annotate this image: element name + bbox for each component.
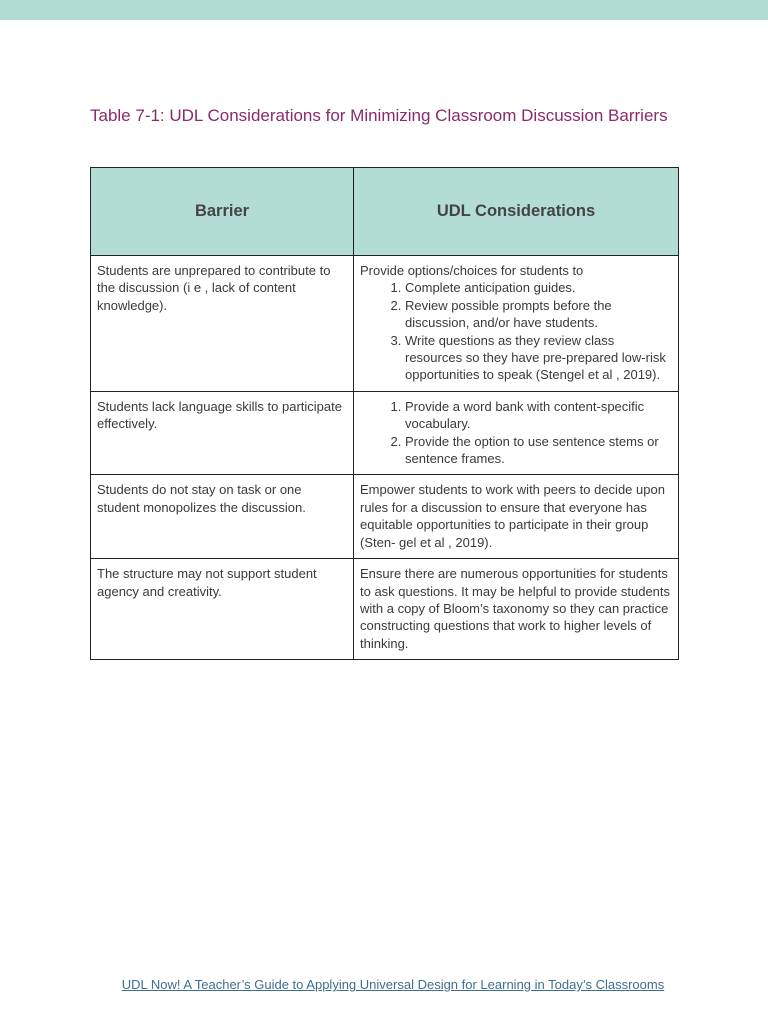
barrier-cell: Students do not stay on task or one student monopolizes the discussion. (91, 475, 354, 559)
barrier-cell: Students are unprepared to contribute to the discussion (i e , lack of content knowledge). (91, 256, 354, 392)
header-barrier: Barrier (91, 168, 354, 256)
considerations-list (360, 398, 672, 468)
considerations-cell (354, 391, 679, 475)
header-udl-considerations: UDL Considerations (354, 168, 679, 256)
table-row (91, 559, 679, 660)
considerations-cell (354, 256, 679, 392)
considerations-intro: Provide options/choices for students to (360, 263, 584, 278)
book-title-link[interactable]: UDL Now! A Teacher’s Guide to Applying Universal Design for Learning in Today’s Classrooms (121, 977, 665, 992)
udl-considerations-table (90, 167, 679, 660)
list-item: 2. Review possible prompts before the discussion, and/or have students. (405, 297, 672, 332)
list-item: 3. Write questions as they review class resources so they have pre-prepared low-risk opportunities to speak (Stengel et al , 2019). (405, 332, 672, 384)
considerations-list (360, 279, 672, 383)
table-row (91, 256, 679, 392)
top-accent-band (0, 0, 768, 20)
table-header-row (91, 168, 679, 256)
considerations-cell: Empower students to work with peers to decide upon rules for a discussion to ensure that everyone has equitable opportunities to participate in their group (Sten- gel et al , 2019). (354, 475, 679, 559)
table-row (91, 391, 679, 475)
table-title: Table 7-1: UDL Considerations for Minimizing Classroom Discussion Barriers (90, 106, 668, 125)
table-row (91, 475, 679, 559)
considerations-cell: Ensure there are numerous opportunities for students to ask questions. It may be helpful to provide students with a copy of Bloom’s taxonomy so they can practice constructing questions that work to higher levels of thinking. (354, 559, 679, 660)
barrier-cell: Students lack language skills to participate effectively. (91, 391, 354, 475)
list-item: 2. Provide the option to use sentence stems or sentence frames. (405, 433, 672, 468)
barrier-cell: The structure may not support student agency and creativity. (91, 559, 354, 660)
list-item: 1. Provide a word bank with content-specific vocabulary. (405, 398, 672, 433)
list-item: 1. Complete anticipation guides. (405, 279, 672, 296)
